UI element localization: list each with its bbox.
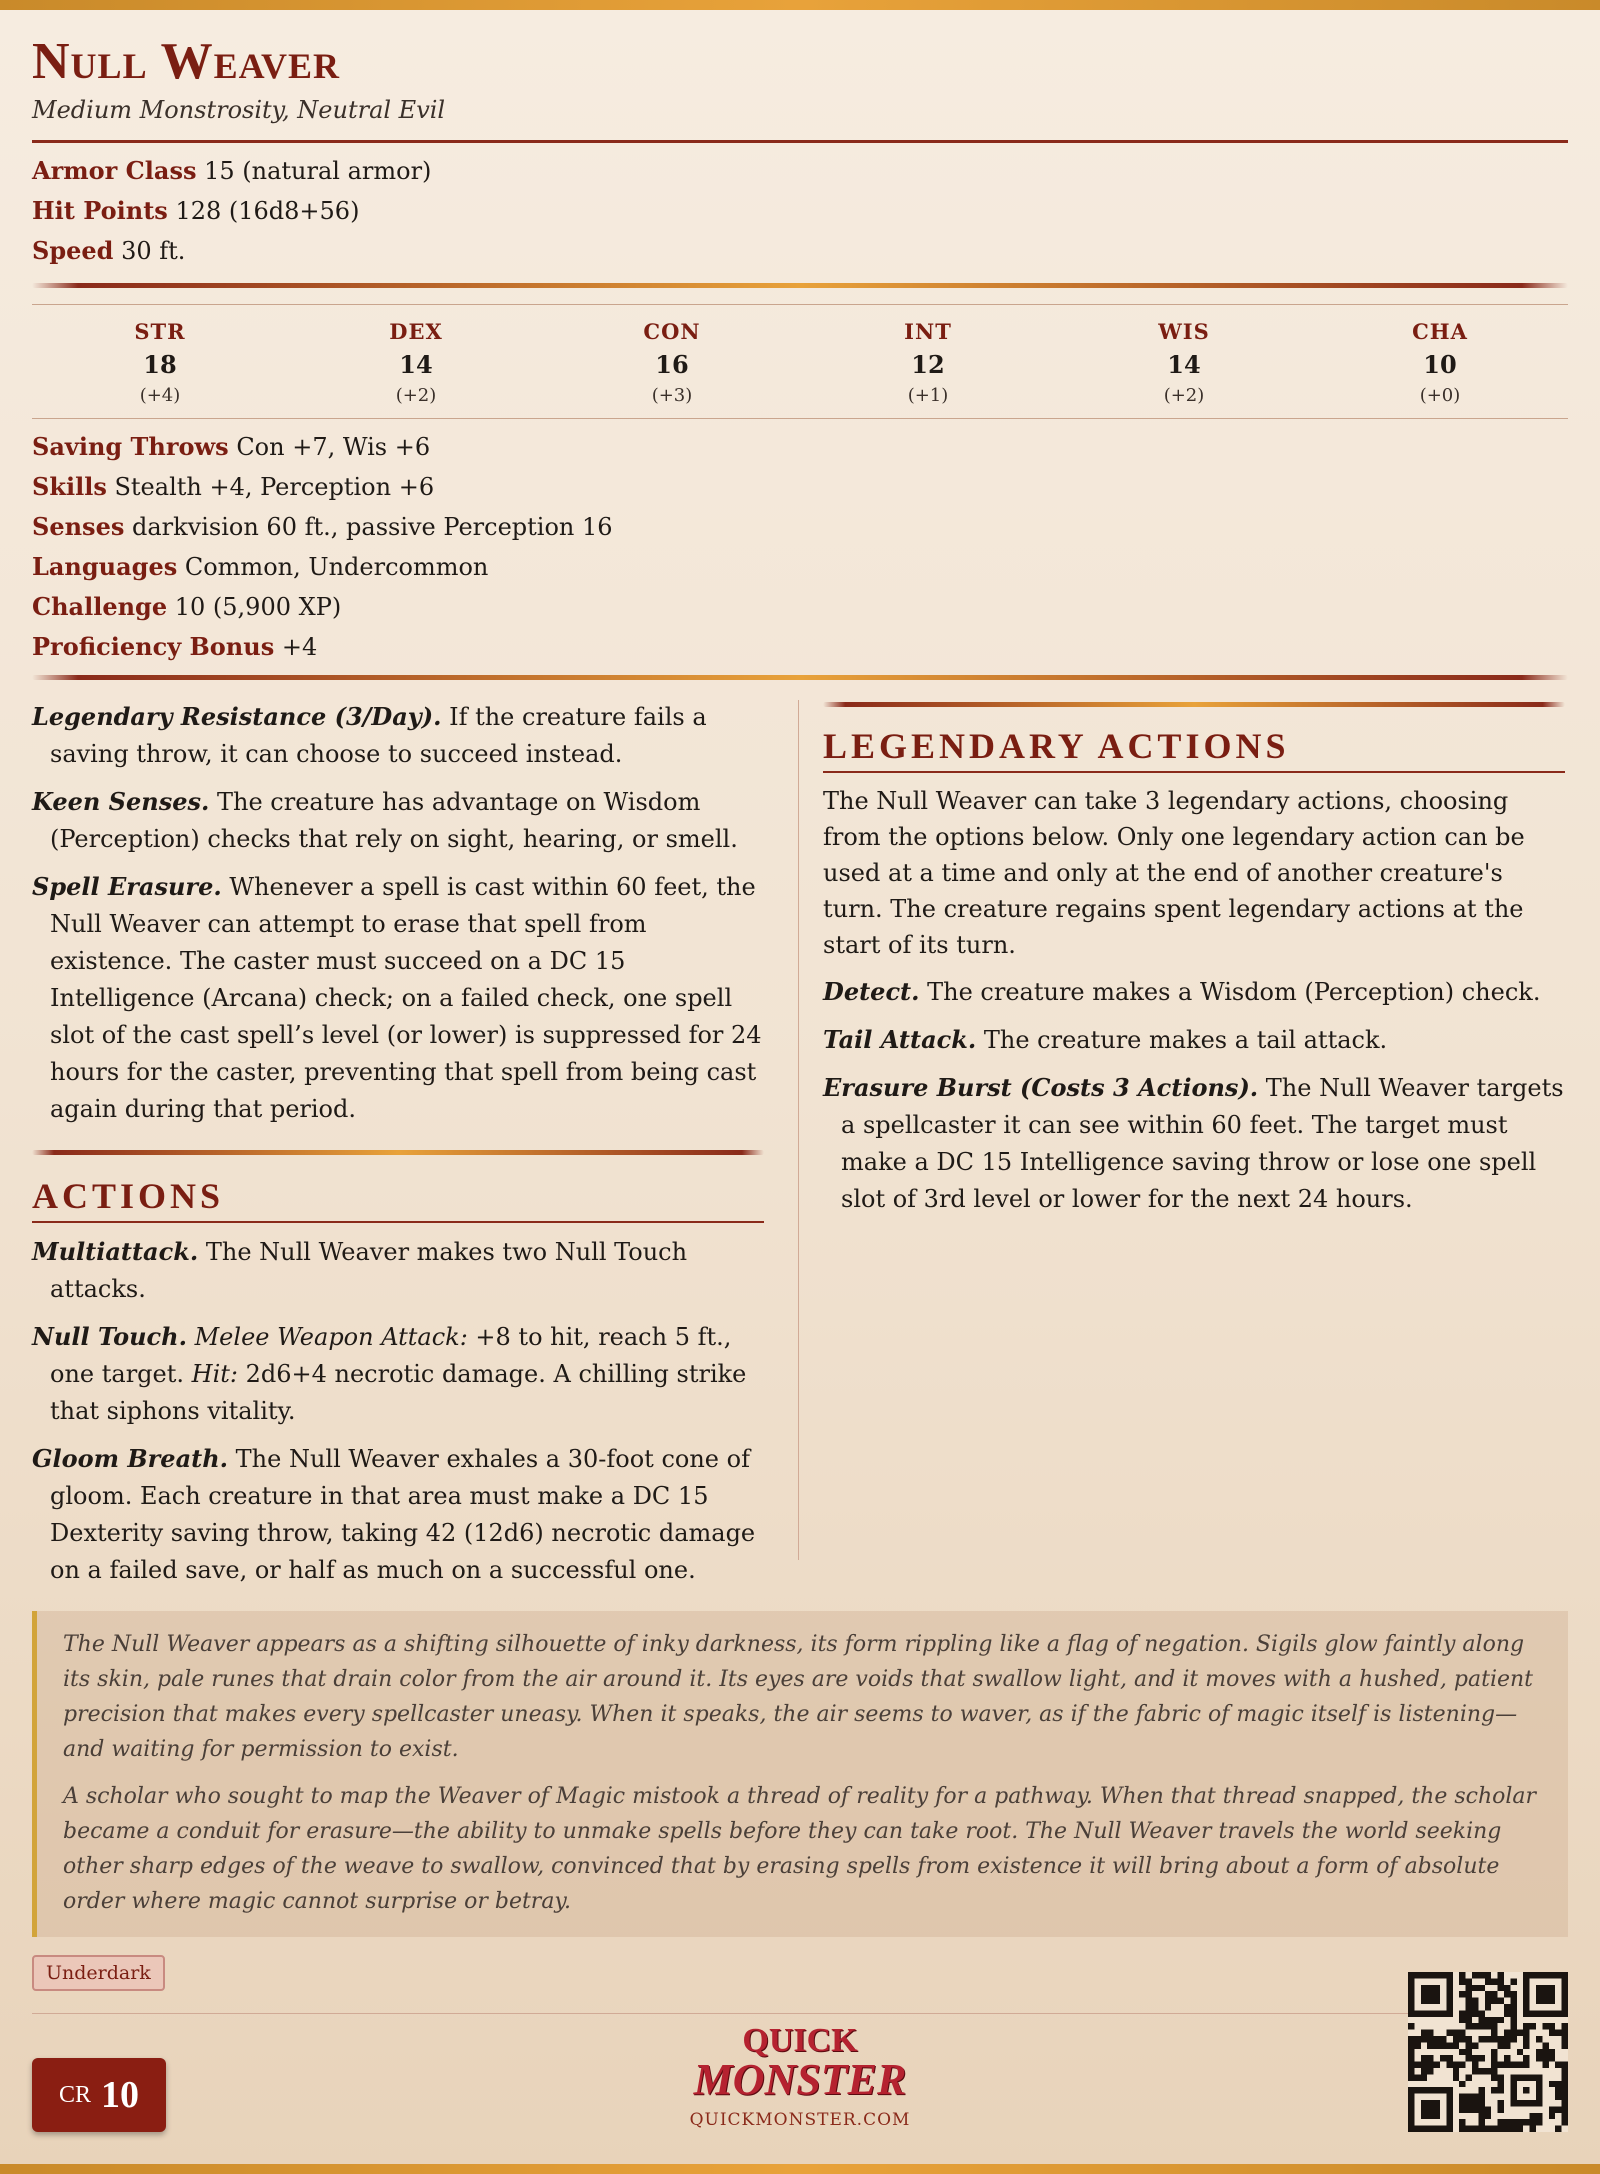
qr-module xyxy=(1478,2023,1484,2029)
qr-module xyxy=(1472,2068,1478,2074)
qr-module xyxy=(1536,2049,1542,2055)
qr-module xyxy=(1562,2081,1568,2087)
qr-module xyxy=(1466,2023,1472,2029)
qr-module xyxy=(1466,2106,1472,2112)
qr-module xyxy=(1498,2106,1504,2112)
qr-module xyxy=(1562,2062,1568,2068)
qr-module xyxy=(1549,2113,1555,2119)
qr-module xyxy=(1478,2119,1484,2125)
qr-module xyxy=(1510,2017,1516,2023)
qr-module xyxy=(1562,2036,1568,2042)
hit-points: Hit Points 128 (16d8+56) xyxy=(32,196,360,225)
qr-module xyxy=(1427,2062,1433,2068)
monster-type: Medium Monstrosity, Neutral Evil xyxy=(32,96,446,124)
qr-module xyxy=(1491,2036,1497,2042)
qr-module xyxy=(1510,2023,1516,2029)
qr-module xyxy=(1549,2055,1555,2061)
qr-module xyxy=(1491,2087,1497,2093)
qr-module xyxy=(1536,2036,1542,2042)
qr-module xyxy=(1466,1998,1472,2004)
qr-module xyxy=(1504,2126,1510,2132)
trait-legendary-resistance: Legendary Resistance (3/Day). If the creature fails a saving throw, it can choose to succeed instead. xyxy=(32,702,707,768)
qr-module xyxy=(1542,2049,1548,2055)
section-divider xyxy=(823,702,1565,707)
qr-module xyxy=(1536,2055,1542,2061)
qr-module xyxy=(1478,2106,1484,2112)
qr-module xyxy=(1491,1991,1497,1997)
qr-module xyxy=(1510,2062,1516,2068)
qr-module xyxy=(1491,2126,1497,2132)
qr-module xyxy=(1472,2004,1478,2010)
core-stats xyxy=(32,151,1568,271)
qr-module xyxy=(1504,2030,1510,2036)
qr-module xyxy=(1498,2126,1504,2132)
quickmonster-logo[interactable] xyxy=(660,2024,940,2130)
qr-module xyxy=(1478,1972,1484,1978)
qr-module xyxy=(1466,2010,1472,2016)
qr-module xyxy=(1542,2055,1548,2061)
qr-module xyxy=(1414,2062,1420,2068)
logo-word-quick: QUICK xyxy=(742,2022,858,2059)
lore-paragraph: A scholar who sought to map the Weaver of Magic mistook a thread of reality for a pathway. When that thread snapped, the scholar became a conduit for erasure—the ability to unmake spells before they can take root. The Null Weaver travels the world seeking other sharp edges of the weave to swallow, convinced that by erasing spells from existence it will bring about a form of absolute order where magic cannot surprise or betray. xyxy=(63,1784,1537,1914)
armor-class: Armor Class 15 (natural armor) xyxy=(32,156,432,185)
qr-module xyxy=(1510,2030,1516,2036)
qr-module xyxy=(1408,2023,1414,2029)
qr-module xyxy=(1491,2049,1497,2055)
skills: Skills Stealth +4, Perception +6 xyxy=(32,472,435,501)
qr-module xyxy=(1466,2055,1472,2061)
qr-module xyxy=(1562,2113,1568,2119)
qr-module xyxy=(1562,2106,1568,2112)
qr-module xyxy=(1421,2068,1427,2074)
qr-module xyxy=(1562,2023,1568,2029)
qr-module xyxy=(1510,2010,1516,2016)
qr-module xyxy=(1498,2100,1504,2106)
qr-module xyxy=(1472,2126,1478,2132)
qr-module xyxy=(1408,2062,1414,2068)
qr-module xyxy=(1459,2106,1465,2112)
qr-module xyxy=(1555,2030,1561,2036)
qr-module xyxy=(1472,2023,1478,2029)
qr-module xyxy=(1421,2074,1427,2080)
qr-module xyxy=(1504,2042,1510,2048)
qr-module xyxy=(1485,1998,1491,2004)
qr-module xyxy=(1446,2055,1452,2061)
qr-module xyxy=(1523,2062,1529,2068)
lore-paragraph: The Null Weaver appears as a shifting silhouette of inky darkness, its form rippling like a flag of negation. Sigils glow faintly along its skin, pale runes that drain color from the air around it. Its eyes are voids that swallow light, and it moves with a hushed, patient precision that makes every spellcaster uneasy. When it speaks, the air seems to waver, as if the fabric of magic itself is listening—and waiting for permission to exist. xyxy=(63,1632,1534,1762)
qr-module xyxy=(1504,2004,1510,2010)
qr-module xyxy=(1498,2036,1504,2042)
logo-url[interactable]: QUICKMONSTER.COM xyxy=(689,2110,911,2130)
qr-module xyxy=(1459,2062,1465,2068)
qr-module xyxy=(1446,2062,1452,2068)
logo-word-monster: MONSTER xyxy=(693,2055,907,2104)
trait-spell-erasure: Spell Erasure. Whenever a spell is cast within 60 feet, the Null Weaver can attempt to erase that spell from existence. The caster must succeed on a DC 15 Intelligence (Arcana) check; on a failed check, one spell slot of the cast spell’s level (or lower) is suppressed for 24 hours for the caster, preventing that spell from being cast again during that period. xyxy=(32,872,762,1123)
qr-module xyxy=(1478,2094,1484,2100)
qr-module xyxy=(1562,2119,1568,2125)
qr-module xyxy=(1498,1978,1504,1984)
ability-cha: CHA 10 (+0) xyxy=(1412,319,1468,406)
lore-box xyxy=(32,1611,1568,1937)
qr-module xyxy=(1562,2094,1568,2100)
qr-module xyxy=(1459,2126,1465,2132)
qr-module xyxy=(1434,2036,1440,2042)
qr-module xyxy=(1510,1978,1516,1984)
qr-module xyxy=(1549,2081,1555,2087)
qr-module xyxy=(1427,2068,1433,2074)
qr-module xyxy=(1414,2036,1420,2042)
qr-module xyxy=(1555,2081,1561,2087)
qr-module xyxy=(1485,1978,1491,1984)
qr-module xyxy=(1459,2010,1465,2016)
qr-module xyxy=(1459,2119,1465,2125)
qr-module xyxy=(1421,2030,1427,2036)
qr-module xyxy=(1491,2062,1497,2068)
qr-module xyxy=(1536,2113,1542,2119)
qr-module xyxy=(1562,2042,1568,2048)
qr-module xyxy=(1459,2049,1465,2055)
qr-module xyxy=(1562,2087,1568,2093)
right-column xyxy=(823,688,1565,1589)
section-divider xyxy=(32,675,1568,680)
title-divider xyxy=(32,140,1568,143)
ability-int: INT 12 (+1) xyxy=(904,319,952,406)
qr-module xyxy=(1466,2036,1472,2042)
qr-module xyxy=(1498,2017,1504,2023)
speed: Speed 30 ft. xyxy=(32,236,186,265)
section-divider xyxy=(32,1150,764,1155)
qr-module xyxy=(1459,2036,1465,2042)
qr-module xyxy=(1472,2042,1478,2048)
qr-module xyxy=(1555,2126,1561,2132)
left-column xyxy=(32,688,774,1589)
qr-module xyxy=(1434,2042,1440,2048)
ability-wis: WIS 14 (+2) xyxy=(1158,319,1210,406)
senses: Senses darkvision 60 ft., passive Perception 16 xyxy=(32,512,613,541)
qr-module xyxy=(1459,1972,1465,1978)
qr-module xyxy=(1472,2106,1478,2112)
qr-module xyxy=(1542,2042,1548,2048)
qr-module xyxy=(1542,2023,1548,2029)
qr-module xyxy=(1510,2004,1516,2010)
action-multiattack: Multiattack. The Null Weaver makes two Null Touch attacks. xyxy=(32,1237,688,1303)
qr-module xyxy=(1562,2074,1568,2080)
qr-module xyxy=(1459,1978,1465,1984)
qr-module xyxy=(1427,2036,1433,2042)
qr-module xyxy=(1530,2119,1536,2125)
qr-module xyxy=(1523,2030,1529,2036)
qr-module xyxy=(1427,2055,1433,2061)
qr-module xyxy=(1549,2030,1555,2036)
qr-module xyxy=(1453,2074,1459,2080)
qr-module xyxy=(1472,2010,1478,2016)
column-divider xyxy=(798,700,799,1560)
qr-module xyxy=(1459,2017,1465,2023)
qr-module xyxy=(1555,2062,1561,2068)
qr-module xyxy=(1485,1972,1491,1978)
qr-module xyxy=(1555,2087,1561,2093)
qr-module xyxy=(1466,2094,1472,2100)
detail-stats xyxy=(32,427,1568,667)
qr-module xyxy=(1498,2062,1504,2068)
qr-module xyxy=(1542,2062,1548,2068)
qr-module xyxy=(1472,1985,1478,1991)
qr-module xyxy=(1466,2126,1472,2132)
qr-module xyxy=(1491,2074,1497,2080)
qr-module xyxy=(1555,2094,1561,2100)
qr-module xyxy=(1478,2055,1484,2061)
qr-module xyxy=(1549,2106,1555,2112)
qr-module xyxy=(1414,2042,1420,2048)
qr-module xyxy=(1498,2042,1504,2048)
legendary-erasure-burst: Erasure Burst (Costs 3 Actions). The Null Weaver targets a spellcaster it can see within 60 feet. The target must make a DC 15 Intelligence saving throw or lose one spell slot of 3rd level or lower for the next 24 hours. xyxy=(823,1073,1564,1213)
qr-module xyxy=(1472,1998,1478,2004)
qr-module xyxy=(1434,2062,1440,2068)
qr-module xyxy=(1485,2126,1491,2132)
qr-module xyxy=(1453,2036,1459,2042)
qr-module xyxy=(1478,2010,1484,2016)
qr-module xyxy=(1549,2023,1555,2029)
qr-module xyxy=(1517,2030,1523,2036)
qr-module xyxy=(1459,1991,1465,1997)
qr-module xyxy=(1536,2119,1542,2125)
action-null-touch: Null Touch. Melee Weapon Attack: +8 to hit, reach 5 ft., one target. Hit: 2d6+4 necrotic damage. A chilling strike that siphons vitality. xyxy=(32,1322,747,1425)
qr-module xyxy=(1523,2036,1529,2042)
proficiency-bonus: Proficiency Bonus +4 xyxy=(32,632,318,661)
qr-module xyxy=(1446,2042,1452,2048)
qr-module xyxy=(1498,1998,1504,2004)
qr-module xyxy=(1491,1998,1497,2004)
legendary-actions-heading: LEGENDARY ACTIONS xyxy=(823,725,1565,773)
qr-module xyxy=(1472,2094,1478,2100)
qr-module xyxy=(1498,2119,1504,2125)
qr-module xyxy=(1555,2106,1561,2112)
qr-module xyxy=(1421,2055,1427,2061)
qr-module xyxy=(1510,2119,1516,2125)
ability-con: CON 16 (+3) xyxy=(643,319,701,406)
qr-module xyxy=(1517,2049,1523,2055)
qr-module xyxy=(1440,2055,1446,2061)
qr-module xyxy=(1485,2017,1491,2023)
qr-module xyxy=(1510,2036,1516,2042)
qr-module xyxy=(1485,2113,1491,2119)
qr-module xyxy=(1491,1978,1497,1984)
qr-module xyxy=(1408,2049,1414,2055)
qr-module xyxy=(1453,2042,1459,2048)
qr-module xyxy=(1504,2055,1510,2061)
qr-module xyxy=(1472,2055,1478,2061)
two-column-body xyxy=(32,688,1568,1589)
footer-divider xyxy=(32,2013,1568,2014)
legendary-tail-attack: Tail Attack. The creature makes a tail attack. xyxy=(823,1025,1388,1054)
qr-module xyxy=(1427,2030,1433,2036)
qr-module xyxy=(1453,2030,1459,2036)
top-accent-bar xyxy=(0,0,1600,10)
qr-module xyxy=(1440,2036,1446,2042)
languages: Languages Common, Undercommon xyxy=(32,552,489,581)
environment-tag[interactable]: Underdark xyxy=(32,1955,165,1991)
qr-module xyxy=(1504,2062,1510,2068)
qr-module xyxy=(1498,2074,1504,2080)
qr-module xyxy=(1459,2081,1465,2087)
qr-module xyxy=(1466,2042,1472,2048)
qr-module xyxy=(1485,2106,1491,2112)
qr-module xyxy=(1498,2087,1504,2093)
qr-module xyxy=(1498,1972,1504,1978)
bottom-accent-bar xyxy=(0,2164,1600,2174)
qr-module xyxy=(1510,2126,1516,2132)
qr-module xyxy=(1478,2126,1484,2132)
qr-module xyxy=(1504,2010,1510,2016)
qr-module xyxy=(1530,2023,1536,2029)
qr-module xyxy=(1408,2042,1414,2048)
qr-module xyxy=(1504,2119,1510,2125)
qr-code-icon[interactable] xyxy=(1408,1972,1568,2132)
qr-module xyxy=(1517,2062,1523,2068)
qr-module xyxy=(1466,2100,1472,2106)
qr-module xyxy=(1453,2068,1459,2074)
action-gloom-breath: Gloom Breath. The Null Weaver exhales a 30-foot cone of gloom. Each creature in that area must make a DC 15 Dexterity saving throw, taking 42 (12d6) necrotic damage on a failed save, or half as much on a successful one. xyxy=(32,1444,756,1584)
qr-module xyxy=(1510,1998,1516,2004)
qr-module xyxy=(1498,1985,1504,1991)
legendary-detect: Detect. The creature makes a Wisdom (Perception) check. xyxy=(823,977,1541,1006)
qr-module xyxy=(1562,2100,1568,2106)
qr-module xyxy=(1530,2113,1536,2119)
qr-module xyxy=(1472,2062,1478,2068)
actions-heading: ACTIONS xyxy=(32,1175,764,1223)
saving-throws: Saving Throws Con +7, Wis +6 xyxy=(32,432,431,461)
section-divider xyxy=(32,283,1568,288)
qr-module xyxy=(1472,1972,1478,1978)
qr-module xyxy=(1472,2100,1478,2106)
qr-module xyxy=(1414,2074,1420,2080)
qr-module xyxy=(1523,2055,1529,2061)
qr-module xyxy=(1408,2068,1414,2074)
qr-module xyxy=(1478,2036,1484,2042)
qr-module xyxy=(1517,2126,1523,2132)
qr-module xyxy=(1466,1991,1472,1997)
qr-module xyxy=(1491,2017,1497,2023)
qr-module xyxy=(1510,1991,1516,1997)
qr-module xyxy=(1504,1985,1510,1991)
legendary-intro: The Null Weaver can take 3 legendary actions, choosing from the options below. Only one legendary action can be used at a time and only at the end of another creature's turn. The creature regains spent legendary actions at the start of its turn. xyxy=(823,787,1525,959)
qr-module xyxy=(1485,2004,1491,2010)
qr-module xyxy=(1491,2055,1497,2061)
qr-module xyxy=(1478,2017,1484,2023)
qr-module xyxy=(1491,2068,1497,2074)
qr-module xyxy=(1491,2023,1497,2029)
monster-name: Null Weaver xyxy=(32,33,341,90)
qr-module xyxy=(1408,2074,1414,2080)
qr-module xyxy=(1408,2055,1414,2061)
qr-module xyxy=(1466,2004,1472,2010)
qr-module xyxy=(1466,1978,1472,1984)
ability-scores xyxy=(32,304,1568,419)
qr-module xyxy=(1459,2094,1465,2100)
qr-module xyxy=(1549,2049,1555,2055)
qr-module xyxy=(1517,2119,1523,2125)
cr-badge: CR 10 xyxy=(32,2058,166,2132)
qr-module xyxy=(1478,2100,1484,2106)
qr-module xyxy=(1478,1985,1484,1991)
qr-module xyxy=(1523,2119,1529,2125)
qr-module xyxy=(1466,2049,1472,2055)
qr-module xyxy=(1485,2023,1491,2029)
qr-module xyxy=(1478,2087,1484,2093)
qr-module xyxy=(1466,2074,1472,2080)
qr-module xyxy=(1523,2023,1529,2029)
qr-module xyxy=(1491,2030,1497,2036)
ability-str: STR 18 (+4) xyxy=(134,319,186,406)
qr-module xyxy=(1466,1985,1472,1991)
trait-keen-senses: Keen Senses. The creature has advantage on Wisdom (Perception) checks that rely on sight, hearing, or smell. xyxy=(32,787,738,853)
qr-module xyxy=(1485,2036,1491,2042)
qr-module xyxy=(1562,2068,1568,2074)
qr-module xyxy=(1485,2068,1491,2074)
qr-module xyxy=(1453,2062,1459,2068)
qr-module xyxy=(1478,2113,1484,2119)
qr-module xyxy=(1498,2081,1504,2087)
qr-module xyxy=(1421,2036,1427,2042)
qr-module xyxy=(1408,2036,1414,2042)
qr-module xyxy=(1562,2030,1568,2036)
qr-module xyxy=(1485,1991,1491,1997)
qr-module xyxy=(1478,2068,1484,2074)
qr-module xyxy=(1504,2036,1510,2042)
qr-module xyxy=(1504,1991,1510,1997)
qr-module xyxy=(1446,2030,1452,2036)
stat-block xyxy=(32,10,1568,2014)
qr-module xyxy=(1466,2017,1472,2023)
qr-module xyxy=(1523,2042,1529,2048)
challenge: Challenge 10 (5,900 XP) xyxy=(32,592,342,621)
qr-module xyxy=(1440,2042,1446,2048)
ability-dex: DEX 14 (+2) xyxy=(389,319,443,406)
qr-module xyxy=(1427,2042,1433,2048)
qr-module xyxy=(1421,2062,1427,2068)
qr-module xyxy=(1530,2126,1536,2132)
qr-module xyxy=(1459,2030,1465,2036)
qr-module xyxy=(1459,2100,1465,2106)
